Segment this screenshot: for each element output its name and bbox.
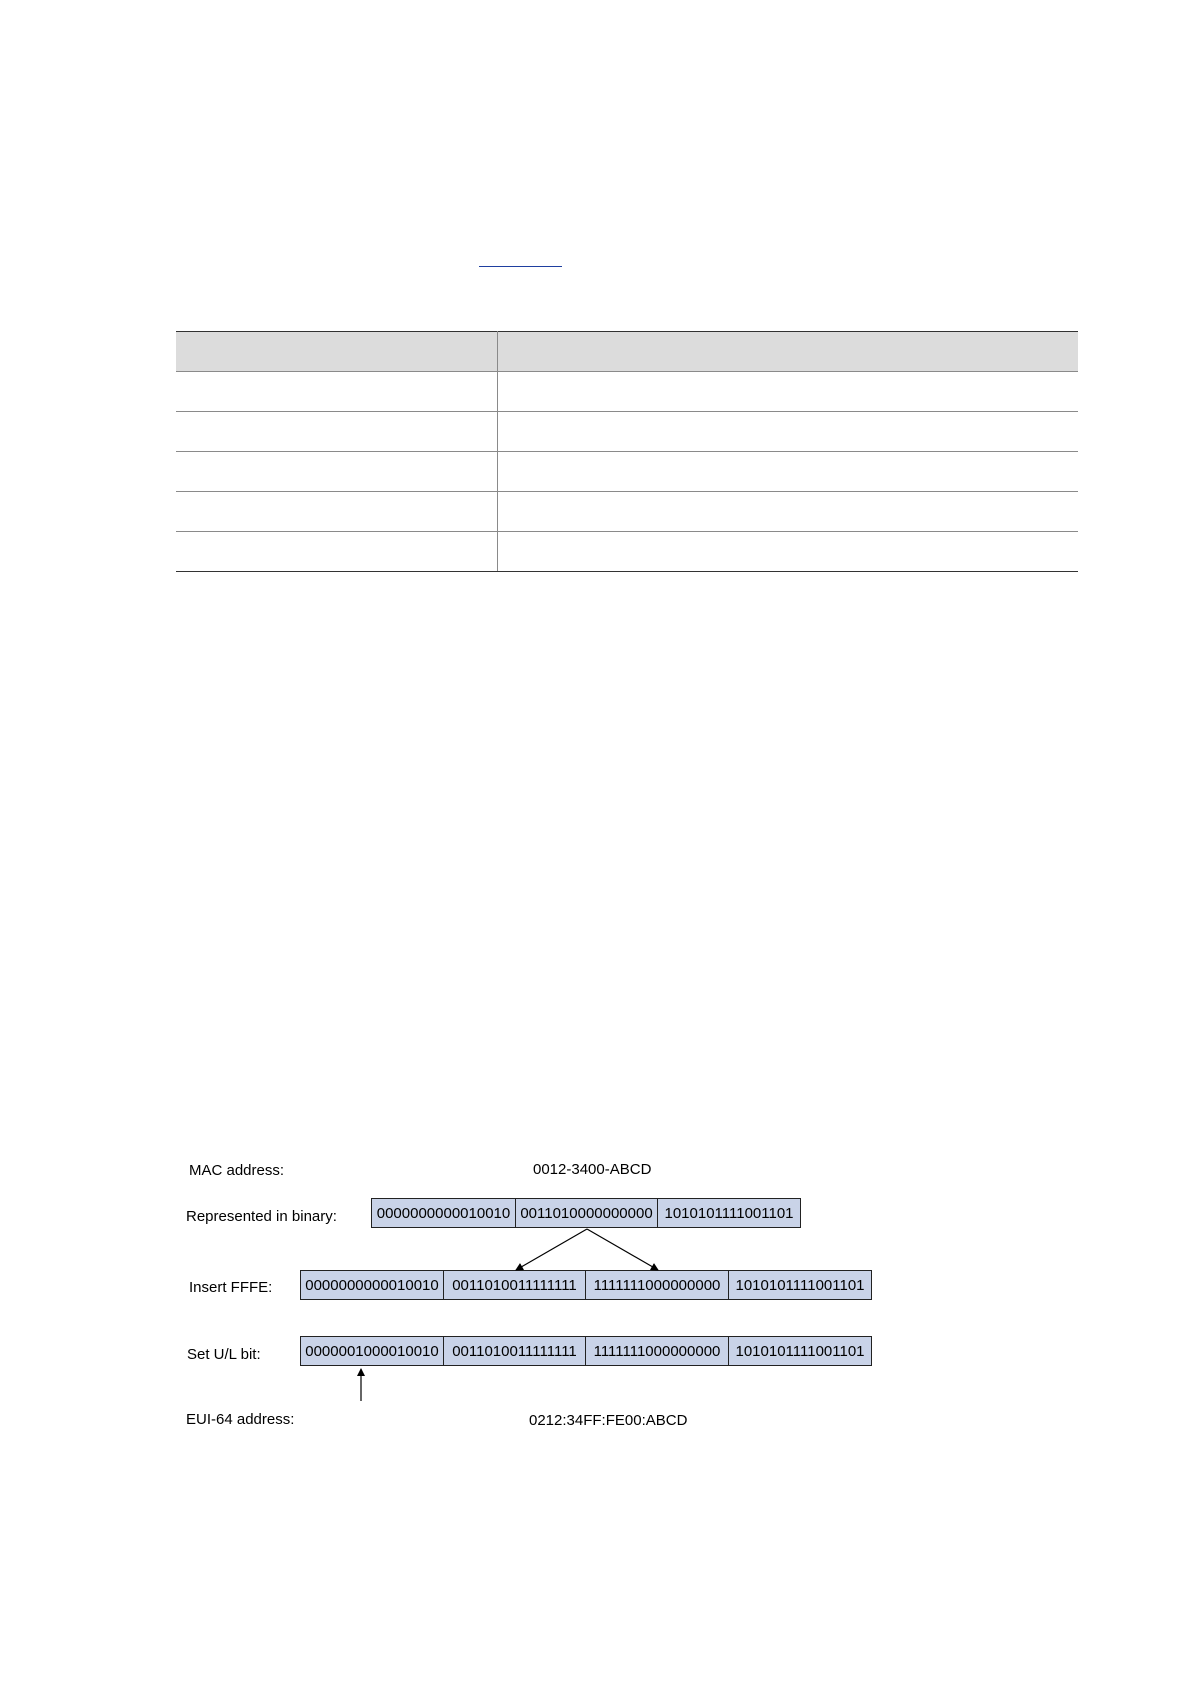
table-header-row <box>176 332 1078 372</box>
insert-fffe-label: Insert FFFE: <box>189 1279 273 1296</box>
split-arrow-left <box>516 1229 587 1270</box>
table-cell <box>176 452 498 492</box>
insert-cell: 0011010011111111 <box>444 1271 586 1299</box>
binary-row <box>371 1198 801 1228</box>
set-ul-bit-row <box>300 1336 872 1366</box>
table-row <box>176 492 1078 532</box>
table-cell <box>498 452 1079 492</box>
table-header-cell <box>498 332 1079 372</box>
set-ul-bit-label: Set U/L bit: <box>187 1346 261 1363</box>
ul-cell: 0000001000010010 <box>301 1337 444 1365</box>
binary-cell: 1010101111001101 <box>664 1204 794 1222</box>
eui64-value: 0212:34FF:FE00:ABCD <box>529 1412 688 1429</box>
insert-cell: 1111111000000000 <box>586 1271 729 1299</box>
table-cell <box>498 492 1079 532</box>
table-cell <box>176 492 498 532</box>
mac-address-value: 0012-3400-ABCD <box>533 1161 652 1178</box>
data-table <box>176 331 1078 572</box>
table-row <box>176 532 1078 572</box>
table-row <box>176 412 1078 452</box>
table-row <box>176 372 1078 412</box>
insert-cell: 1010101111001101 <box>735 1276 865 1294</box>
table-cell <box>176 412 498 452</box>
table-cell <box>176 532 498 572</box>
table-row <box>176 452 1078 492</box>
binary-cell: 0000000000010010 <box>372 1199 516 1227</box>
eui64-label: EUI-64 address: <box>186 1411 295 1428</box>
insert-fffe-row <box>300 1270 872 1300</box>
table-cell <box>176 372 498 412</box>
binary-cell: 0011010000000000 <box>516 1199 658 1227</box>
binary-label: Represented in binary: <box>186 1208 337 1225</box>
link-underline[interactable] <box>479 266 562 267</box>
table-cell <box>498 532 1079 572</box>
ul-cell: 1010101111001101 <box>735 1342 865 1360</box>
ul-cell: 0011010011111111 <box>444 1337 586 1365</box>
table-cell <box>498 412 1079 452</box>
mac-address-label: MAC address: <box>189 1162 285 1179</box>
ul-cell: 1111111000000000 <box>586 1337 729 1365</box>
insert-cell: 0000000000010010 <box>301 1271 444 1299</box>
table-header-cell <box>176 332 498 372</box>
split-arrow-right <box>587 1229 658 1270</box>
table-cell <box>498 372 1079 412</box>
